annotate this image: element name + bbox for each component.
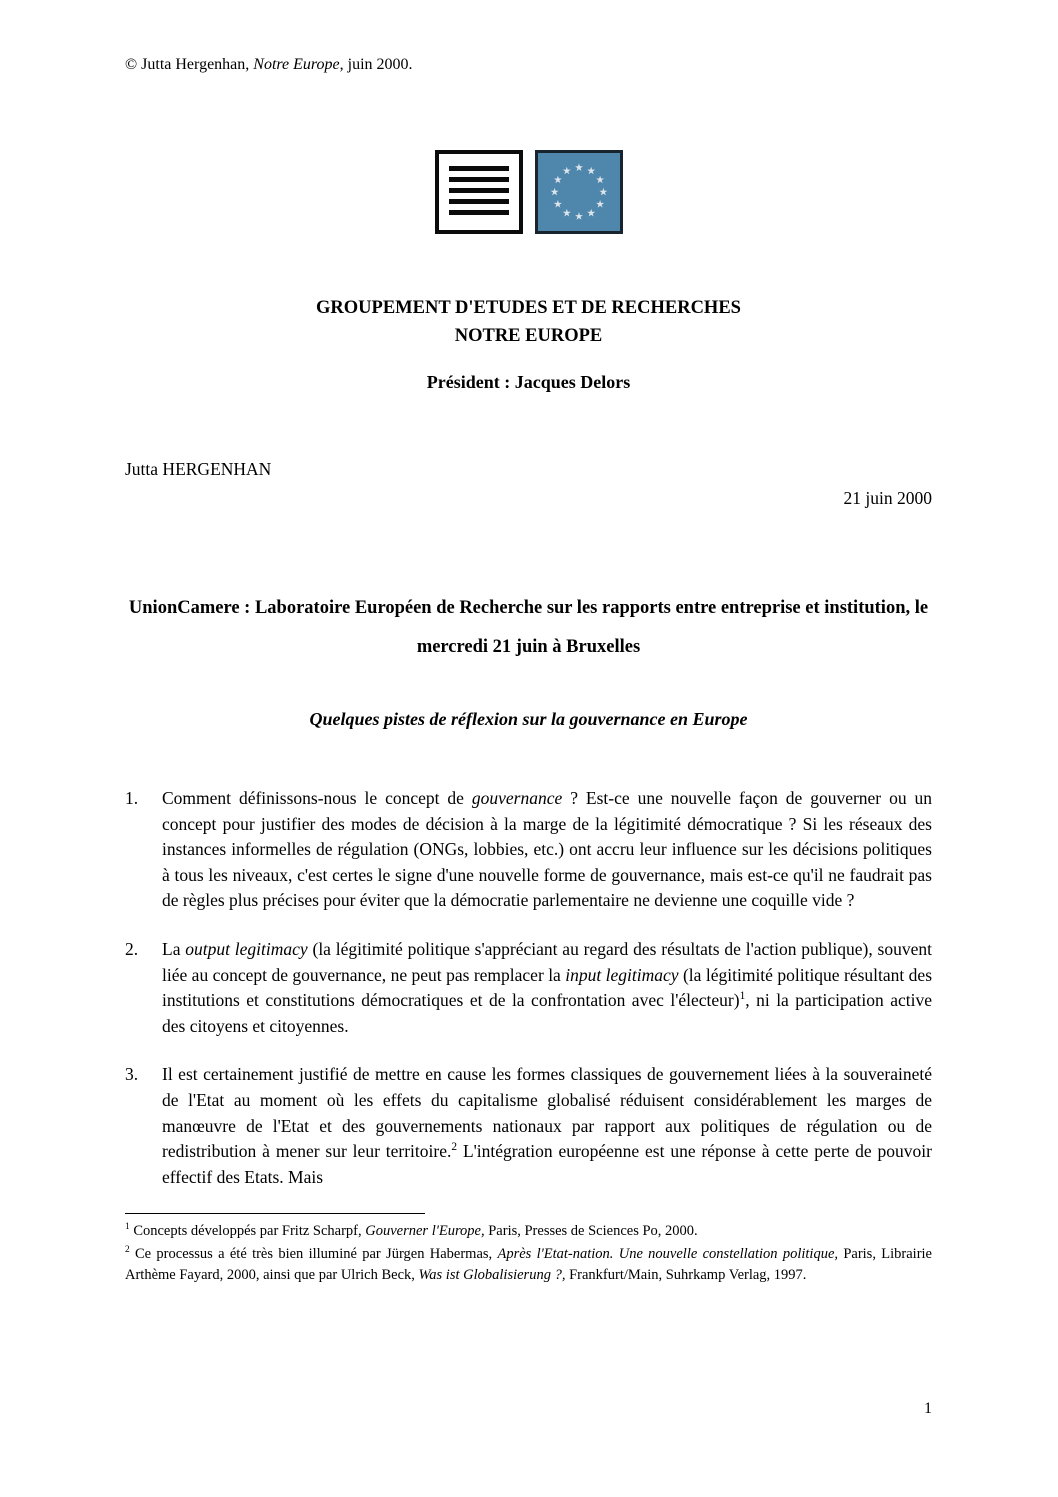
list-item-text: La output legitimacy (la légitimité politique s'appréciant au regard des résultats de l'action publique), souvent liée au concept de gouvernance, ne peut pas remplacer la input legitimacy (la légitimité politique résultant des institutions et constitutions démocratiques et de la confrontation avec l'électeur)$^1$, ni la participation active des citoyens et citoyennes.: [162, 938, 933, 1036]
copyright-line: © Jutta Hergenhan, Notre Europe, juin 2000.: [125, 56, 413, 73]
footnote-separator: [125, 1213, 425, 1214]
organization-name: [125, 294, 932, 350]
organization-line-1: GROUPEMENT D'ETUDES ET DE RECHERCHES: [316, 298, 741, 318]
list-item: [125, 937, 932, 1039]
document-subtitle: Quelques pistes de réflexion sur la gouvernance en Europe: [309, 709, 748, 729]
footnote: $^1$ Concepts développés par Fritz Scharpf, Gouverner l'Europe, Paris, Presses de Sciences Po, 2000.: [125, 1222, 698, 1240]
author-name: Jutta HERGENHAN: [125, 459, 272, 479]
notre-europe-logo: [125, 150, 932, 234]
event-title: UnionCamere : Laboratoire Européen de Recherche sur les rapports entre entreprise et institution, le mercredi 21 juin à Bruxelles: [128, 598, 929, 657]
document-date: 21 juin 2000: [843, 488, 932, 508]
list-item-number: 2.: [125, 938, 139, 959]
page-number: 1: [924, 1400, 932, 1417]
eu-flag-icon: [535, 150, 623, 234]
list-item-number: 1.: [125, 788, 139, 808]
list-item: [125, 1062, 932, 1190]
list-item: [125, 786, 932, 914]
list-item-text: Il est certainement justifié de mettre en cause les formes classiques de gouvernement liées à la souveraineté de l'Etat au moment où les effets du capitalisme globalisé réduisent considérablement les marges de manœuvre de l'Etat et des gouvernements nationaux par rapport aux politiques de régulation ou de redistribution à mener sur leur territoire.$^2$ L'intégration européenne est une réponse à cette perte de pouvoir effectif des Etats. Mais: [162, 1064, 932, 1187]
organization-line-2: NOTRE EUROPE: [454, 326, 603, 346]
document-icon: [435, 150, 523, 234]
footnote: $^2$ Ce processus a été très bien illuminé par Jürgen Habermas, Après l'Etat-nation. Une nouvelle constellation politique, Paris, Librairie Arthème Fayard, 2000, ainsi que par Ulrich Beck, Was ist Globalisierung ?, Frankfurt/Main, Suhrkamp Verlag, 1997.: [125, 1245, 932, 1284]
list-item-text: Comment définissons-nous le concept de gouvernance ? Est-ce une nouvelle façon de gouverner ou un concept pour justifier des modes de décision à la marge de la légitimité démocratique ? Si les réseaux des instances informelles de régulation (ONGs, lobbies, etc.) ont accru leur influence sur les décisions politiques à tous les niveaux, c'est certes le signe d'une nouvelle forme de gouvernance, mais est-ce qu'il ne faudrait pas de règles plus précises pour éviter que la démocratie parlementaire ne devienne une coquille vide ?: [162, 788, 932, 911]
list-item-number: 3.: [125, 1064, 139, 1085]
president-line: Président : Jacques Delors: [426, 372, 631, 392]
document-icon-lines: [449, 166, 509, 218]
numbered-list: [125, 786, 932, 1190]
footnotes-section: [125, 1213, 932, 1286]
